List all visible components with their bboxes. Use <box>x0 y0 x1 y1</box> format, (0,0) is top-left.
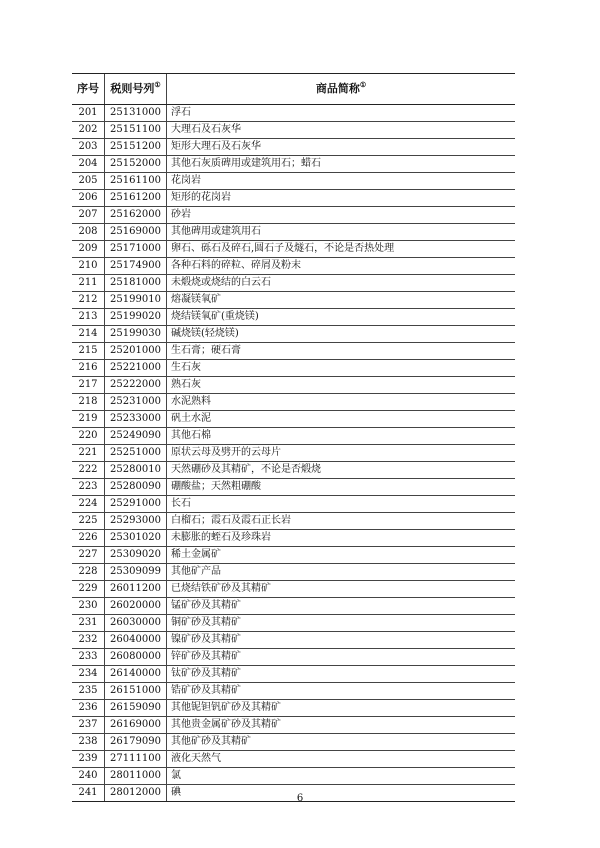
page-number: 6 <box>296 793 304 804</box>
table-row <box>72 445 515 462</box>
cell-serial: 217 <box>72 377 105 394</box>
table-row <box>72 411 515 428</box>
cell-tariff-code: 25233000 <box>105 411 167 428</box>
table-row <box>72 207 515 224</box>
cell-tariff-code: 25151200 <box>105 139 167 156</box>
table-row <box>72 275 515 292</box>
cell-serial: 214 <box>72 326 105 343</box>
cell-tariff-code: 25222000 <box>105 377 167 394</box>
cell-serial: 226 <box>72 530 105 547</box>
cell-product-name: 钛矿砂及其精矿 <box>167 666 516 683</box>
cell-tariff-code: 26159090 <box>105 700 167 717</box>
cell-tariff-code: 26011200 <box>105 581 167 598</box>
cell-product-name: 锌矿砂及其精矿 <box>167 649 516 666</box>
cell-serial: 240 <box>72 768 105 785</box>
table-row <box>72 122 515 139</box>
cell-serial: 205 <box>72 173 105 190</box>
table-row <box>72 173 515 190</box>
cell-serial: 227 <box>72 547 105 564</box>
footnote-mark: ① <box>154 80 161 89</box>
cell-product-name: 矾土水泥 <box>167 411 516 428</box>
cell-product-name: 矩形大理石及石灰华 <box>167 139 516 156</box>
table-row <box>72 734 515 751</box>
cell-tariff-code: 26020000 <box>105 598 167 615</box>
cell-tariff-code: 25251000 <box>105 445 167 462</box>
table-row <box>72 547 515 564</box>
cell-serial: 231 <box>72 615 105 632</box>
cell-serial: 241 <box>72 785 105 802</box>
cell-serial: 236 <box>72 700 105 717</box>
cell-tariff-code: 25162000 <box>105 207 167 224</box>
cell-serial: 239 <box>72 751 105 768</box>
cell-product-name: 砂岩 <box>167 207 516 224</box>
cell-product-name: 烧结镁氧矿(重烧镁) <box>167 309 516 326</box>
cell-product-name: 镍矿砂及其精矿 <box>167 632 516 649</box>
table-row <box>72 649 515 666</box>
cell-serial: 203 <box>72 139 105 156</box>
table-header-row <box>72 74 515 105</box>
cell-tariff-code: 25309020 <box>105 547 167 564</box>
cell-product-name: 卵石、砾石及碎石,圆石子及燧石，不论是否热处理 <box>167 241 516 258</box>
cell-tariff-code: 28012000 <box>105 785 167 802</box>
cell-product-name: 各种石料的碎粒、碎屑及粉末 <box>167 258 516 275</box>
cell-product-name: 矩形的花岗岩 <box>167 190 516 207</box>
table-row <box>72 462 515 479</box>
cell-tariff-code: 26040000 <box>105 632 167 649</box>
table-row <box>72 479 515 496</box>
cell-serial: 220 <box>72 428 105 445</box>
cell-product-name: 浮石 <box>167 105 516 122</box>
cell-serial: 221 <box>72 445 105 462</box>
cell-serial: 211 <box>72 275 105 292</box>
cell-product-name: 液化天然气 <box>167 751 516 768</box>
cell-product-name: 水泥熟料 <box>167 394 516 411</box>
cell-product-name: 白榴石；霞石及霞石正长岩 <box>167 513 516 530</box>
cell-tariff-code: 26030000 <box>105 615 167 632</box>
header-product-name: 商品简称① <box>167 74 516 105</box>
cell-serial: 232 <box>72 632 105 649</box>
table-row <box>72 428 515 445</box>
cell-tariff-code: 26179090 <box>105 734 167 751</box>
cell-product-name: 已烧结铁矿砂及其精矿 <box>167 581 516 598</box>
cell-product-name: 碘 <box>167 785 516 802</box>
cell-product-name: 其他碑用或建筑用石 <box>167 224 516 241</box>
cell-tariff-code: 26151000 <box>105 683 167 700</box>
cell-tariff-code: 25199030 <box>105 326 167 343</box>
cell-serial: 224 <box>72 496 105 513</box>
table-row <box>72 105 515 122</box>
header-tariff-code: 税则号列① <box>105 74 167 105</box>
cell-product-name: 其他矿产品 <box>167 564 516 581</box>
table-row <box>72 598 515 615</box>
cell-serial: 235 <box>72 683 105 700</box>
cell-tariff-code: 27111100 <box>105 751 167 768</box>
cell-tariff-code: 25293000 <box>105 513 167 530</box>
cell-product-name: 其他贵金属矿砂及其精矿 <box>167 717 516 734</box>
cell-product-name: 熔凝镁氧矿 <box>167 292 516 309</box>
cell-product-name: 其他矿砂及其精矿 <box>167 734 516 751</box>
cell-product-name: 碱烧镁(轻烧镁) <box>167 326 516 343</box>
cell-tariff-code: 25221000 <box>105 360 167 377</box>
cell-tariff-code: 25161200 <box>105 190 167 207</box>
cell-tariff-code: 25181000 <box>105 275 167 292</box>
table-row <box>72 530 515 547</box>
cell-serial: 212 <box>72 292 105 309</box>
cell-serial: 202 <box>72 122 105 139</box>
table-row <box>72 581 515 598</box>
cell-tariff-code: 25161100 <box>105 173 167 190</box>
cell-tariff-code: 25199010 <box>105 292 167 309</box>
table-row <box>72 258 515 275</box>
table-row <box>72 394 515 411</box>
cell-product-name: 天然硼砂及其精矿，不论是否煅烧 <box>167 462 516 479</box>
footnote-mark: ① <box>359 80 367 89</box>
cell-tariff-code: 25249090 <box>105 428 167 445</box>
table-row <box>72 513 515 530</box>
cell-product-name: 花岗岩 <box>167 173 516 190</box>
cell-tariff-code: 26169000 <box>105 717 167 734</box>
cell-product-name: 未膨胀的蛭石及珍珠岩 <box>167 530 516 547</box>
table-row <box>72 360 515 377</box>
table-row <box>72 496 515 513</box>
table-row <box>72 309 515 326</box>
table-row <box>72 139 515 156</box>
cell-serial: 219 <box>72 411 105 428</box>
table-row <box>72 683 515 700</box>
cell-serial: 216 <box>72 360 105 377</box>
cell-tariff-code: 25151100 <box>105 122 167 139</box>
table-body <box>72 105 515 802</box>
cell-serial: 210 <box>72 258 105 275</box>
cell-tariff-code: 25301020 <box>105 530 167 547</box>
cell-product-name: 长石 <box>167 496 516 513</box>
cell-serial: 234 <box>72 666 105 683</box>
table-row <box>72 190 515 207</box>
cell-tariff-code: 25171000 <box>105 241 167 258</box>
cell-serial: 222 <box>72 462 105 479</box>
cell-serial: 237 <box>72 717 105 734</box>
header-serial: 序号 <box>72 74 105 105</box>
cell-product-name: 原状云母及劈开的云母片 <box>167 445 516 462</box>
table-row <box>72 156 515 173</box>
cell-tariff-code: 25131000 <box>105 105 167 122</box>
table-row <box>72 224 515 241</box>
cell-product-name: 其他石棉 <box>167 428 516 445</box>
cell-tariff-code: 25169000 <box>105 224 167 241</box>
cell-tariff-code: 26080000 <box>105 649 167 666</box>
table-row <box>72 768 515 785</box>
cell-tariff-code: 25201000 <box>105 343 167 360</box>
cell-serial: 229 <box>72 581 105 598</box>
cell-serial: 204 <box>72 156 105 173</box>
cell-serial: 207 <box>72 207 105 224</box>
cell-serial: 228 <box>72 564 105 581</box>
cell-tariff-code: 25309099 <box>105 564 167 581</box>
cell-tariff-code: 25174900 <box>105 258 167 275</box>
table-row <box>72 700 515 717</box>
cell-product-name: 熟石灰 <box>167 377 516 394</box>
cell-tariff-code: 25280010 <box>105 462 167 479</box>
cell-product-name: 其他石灰质碑用或建筑用石；蜡石 <box>167 156 516 173</box>
table-row <box>72 751 515 768</box>
cell-product-name: 未煅烧或烧结的白云石 <box>167 275 516 292</box>
cell-tariff-code: 25231000 <box>105 394 167 411</box>
table-row <box>72 564 515 581</box>
table-row <box>72 326 515 343</box>
cell-product-name: 氯 <box>167 768 516 785</box>
cell-product-name: 锆矿砂及其精矿 <box>167 683 516 700</box>
table-row <box>72 377 515 394</box>
cell-serial: 213 <box>72 309 105 326</box>
table-row <box>72 632 515 649</box>
cell-serial: 225 <box>72 513 105 530</box>
cell-product-name: 大理石及石灰华 <box>167 122 516 139</box>
table-row <box>72 615 515 632</box>
table-row <box>72 666 515 683</box>
cell-product-name: 生石灰 <box>167 360 516 377</box>
cell-serial: 223 <box>72 479 105 496</box>
cell-serial: 209 <box>72 241 105 258</box>
cell-serial: 218 <box>72 394 105 411</box>
cell-product-name: 锰矿砂及其精矿 <box>167 598 516 615</box>
table-row <box>72 717 515 734</box>
tariff-table <box>72 73 515 802</box>
cell-serial: 230 <box>72 598 105 615</box>
cell-product-name: 铜矿砂及其精矿 <box>167 615 516 632</box>
cell-product-name: 其他铌钽钒矿砂及其精矿 <box>167 700 516 717</box>
cell-tariff-code: 25291000 <box>105 496 167 513</box>
cell-tariff-code: 25280090 <box>105 479 167 496</box>
cell-tariff-code: 25199020 <box>105 309 167 326</box>
cell-tariff-code: 26140000 <box>105 666 167 683</box>
table-row <box>72 292 515 309</box>
cell-tariff-code: 28011000 <box>105 768 167 785</box>
cell-serial: 215 <box>72 343 105 360</box>
cell-tariff-code: 25152000 <box>105 156 167 173</box>
cell-serial: 206 <box>72 190 105 207</box>
cell-product-name: 生石膏；硬石膏 <box>167 343 516 360</box>
cell-serial: 233 <box>72 649 105 666</box>
table-row <box>72 241 515 258</box>
cell-serial: 201 <box>72 105 105 122</box>
cell-serial: 208 <box>72 224 105 241</box>
cell-product-name: 稀土金属矿 <box>167 547 516 564</box>
table-row <box>72 343 515 360</box>
cell-product-name: 硼酸盐；天然粗硼酸 <box>167 479 516 496</box>
cell-serial: 238 <box>72 734 105 751</box>
